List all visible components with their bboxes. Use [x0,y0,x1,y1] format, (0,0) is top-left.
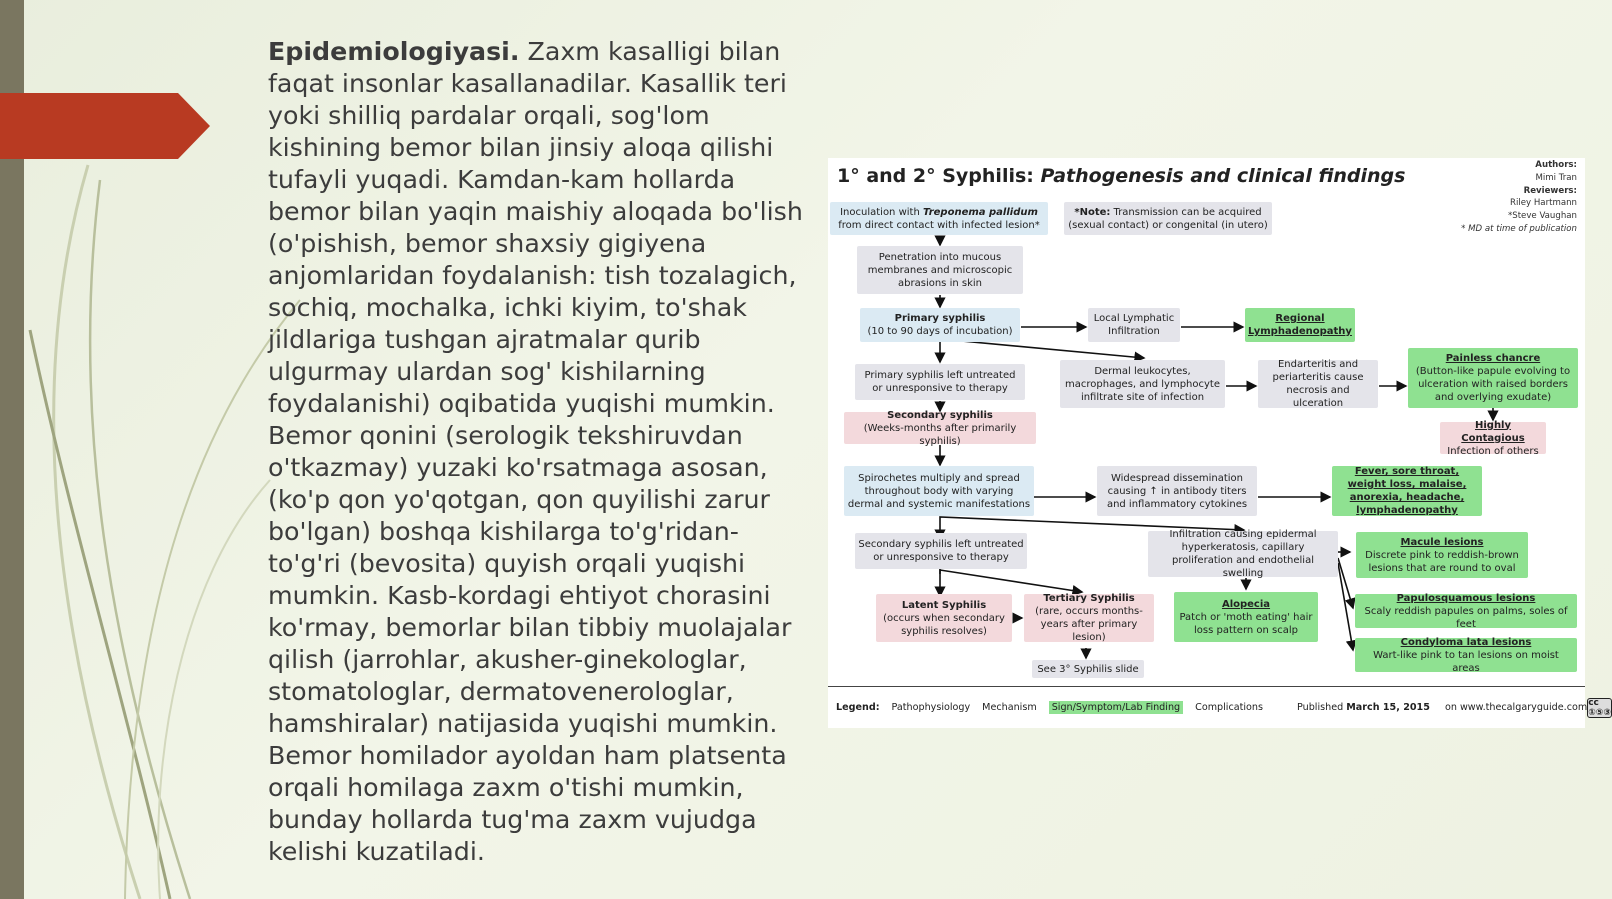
inoculation-text [833,206,1045,232]
fever-text: Fever, sore throat, weight loss, malaise, anorexia, headache, lymphadenopathy [1347,466,1467,516]
authors-heading: Authors: [1535,160,1577,170]
legend-published [1285,702,1587,713]
epidemiology-paragraph [268,36,808,868]
tertiary-sub: (rare, occurs months- years after primary lesion) [1035,606,1143,643]
tertiary-title: Tertiary Syphilis [1043,593,1135,604]
box-secondary-syphilis [844,409,1036,447]
secondary-title: Secondary syphilis [887,409,993,421]
box-inoculation [830,202,1048,235]
chancre-sub: (Button-like papule evolving to ulceration with raised borders and overlying exudate) [1415,366,1571,403]
author-name: Mimi Tran [1535,172,1577,183]
box-penetration [857,246,1023,294]
inoculation-part: Inoculation with [840,206,923,218]
see-tertiary-text: See 3° Syphilis slide [1037,663,1139,675]
box-endarteritis [1258,360,1378,408]
secondary-sub: (Weeks-months after primarily syphilis) [863,422,1017,447]
spirochetes-text: Spirochetes multiply and spread throughout body with varying dermal and systemic manifestations [847,472,1031,510]
macule-title: Macule lesions [1400,536,1484,548]
legend-sign-symptom: Sign/Symptom/Lab Finding [1049,701,1183,714]
inoculation-organism: Treponema pallidum [922,206,1038,218]
chancre-title: Painless chancre [1445,353,1541,364]
title-main: 1° and 2° Syphilis: [837,165,1041,187]
note-body: Transmission can be acquired (sexual contact) or congenital (in utero) [1068,206,1268,231]
box-fever [1332,466,1482,516]
box-painless-chancre [1408,348,1578,408]
box-primary-untreated [855,364,1025,400]
box-infiltration [1148,531,1338,577]
local-lymph-text: Local Lymphatic Infiltration [1093,313,1175,337]
penetration-text: Penetration into mucous membranes and microscopic abrasions in skin [867,251,1013,289]
box-transmission-note [1064,202,1272,235]
title-arrow-banner [0,93,210,159]
latent-title: Latent Syphilis [901,599,987,611]
alopecia-title: Alopecia [1221,598,1271,610]
box-latent-syphilis [876,594,1012,642]
contagious-sub: Infection of others [1447,445,1539,457]
box-macule-lesions [1356,532,1528,578]
reviewer-name: *Steve Vaughan [1507,211,1577,222]
box-regional-lymphadenopathy [1245,308,1355,342]
primary-sub: (10 to 90 days of incubation) [867,326,1013,337]
published-date: March 15, 2015 [1346,702,1430,713]
box-spirochetes [844,466,1034,516]
published-site: on www.thecalgaryguide.com [1441,702,1588,713]
inoculation-part: from direct contact with infected lesion* [838,219,1040,231]
box-dermal-infiltrate [1060,360,1225,408]
reviewers-heading: Reviewers: [1523,185,1577,196]
creative-commons-icon: cc ①⑤③ [1588,697,1612,718]
box-condyloma [1355,638,1577,672]
papulo-title: Papulosquamous lesions [1396,592,1536,604]
box-local-lymphatic [1088,308,1180,342]
syphilis-flowchart [828,158,1612,728]
secondary-untreated-text: Secondary syphilis left untreated or unresponsive to therapy [858,539,1024,563]
box-see-tertiary [1032,660,1144,678]
box-alopecia [1174,592,1318,642]
macule-sub: Discrete pink to reddish-brown lesions that are round to oval [1365,549,1519,574]
box-tertiary-syphilis [1024,594,1154,642]
title-italic: Pathogenesis and clinical findings [1040,165,1406,187]
box-highly-contagious [1440,419,1546,457]
box-secondary-untreated [855,533,1027,569]
legend-heading: Legend: [836,702,880,713]
box-primary-syphilis [860,308,1020,342]
legend-mechanism: Mechanism [982,702,1037,713]
condyloma-title: Condyloma lata lesions [1400,636,1532,648]
note-heading: *Note: [1074,206,1111,218]
diagram-legend [828,686,1612,728]
legend-complications: Complications [1195,702,1263,713]
papulo-sub: Scaly reddish papules on palms, soles of feet [1364,605,1568,630]
regional-lymph-text: Regional Lymphadenopathy [1248,313,1352,337]
alopecia-sub: Patch or 'moth eating' hair loss pattern on scalp [1179,611,1313,636]
primary-title: Primary syphilis [894,313,986,324]
latent-sub: (occurs when secondary syphilis resolves) [883,612,1005,637]
condyloma-sub: Wart-like pink to tan lesions on moist areas [1373,649,1559,674]
endarteritis-text: Endarteritis and periarteritis cause necrosis and ulceration [1272,359,1364,409]
note-text [1067,206,1269,232]
paragraph-lead: Epidemiologiyasi. [268,37,520,66]
published-label: Published [1297,702,1347,713]
infiltration-text: Infiltration causing epidermal hyperkeratosis, capillary proliferation and endothelial swelling [1169,529,1317,579]
box-papulosquamous [1355,594,1577,628]
widespread-text: Widespread dissemination causing ↑ in antibody titers and inflammatory cytokines [1106,472,1248,510]
contagious-title: Highly Contagious [1461,419,1525,444]
dermal-text: Dermal leukocytes, macrophages, and lymphocyte infiltrate site of infection [1065,365,1220,403]
reviewer-name: Riley Hartmann [1509,198,1577,209]
paragraph-body: Zaxm kasalligi bilan faqat insonlar kasallanadilar. Kasallik teri yoki shilliq pardalar orqali, sog'lom kishining bemor bilan jinsiy aloqa qilishi tufayli yuqadi. Kamdan-kam hollarda bemor bilan yaqin maishiy aloqada bo'lish (o'pishish, bemor shaxsiy gigiyena anjomlaridan foydalanish: tish tozalagich, sochiq, mochalka, ichki kiyim, to'shak jildlariga tushgan ajratmalar qurib ulgurmay ulardan sog' kishilarning foydalanishi) oqibatida yuqishi mumkin. Bemor qonini (serologik tekshiruvdan o'tkazmay) yuzaki ko'rsatmaga asosan, (ko'p qon yo'qotgan, qon quyilishi zarur bo'lgan) boshqa kishilarga to'g'ridan-to'g'ri (bevosita) quyish orqali yuqishi mumkin. Kasb-kordagi ehtiyot chorasini ko'rmay, bemorlar bilan tibbiy muolajalar qilish (jarrohlar, akusher-ginekologlar, stomatologlar, dermatovenerologlar, hamshiralar) natijasida yuqishi mumkin. Bemor homilador ayoldan ham platsenta orqali homilaga zaxm o'tishi mumkin, bunday hollarda tug'ma zaxm vujudga kelishi kuzatiladi. [268,37,803,866]
primary-untreated-text: Primary syphilis left untreated or unresponsive to therapy [864,370,1016,394]
box-widespread-dissemination [1097,466,1257,516]
legend-pathophysiology: Pathophysiology [891,702,971,713]
authors-note: * MD at time of publication [1461,223,1577,234]
